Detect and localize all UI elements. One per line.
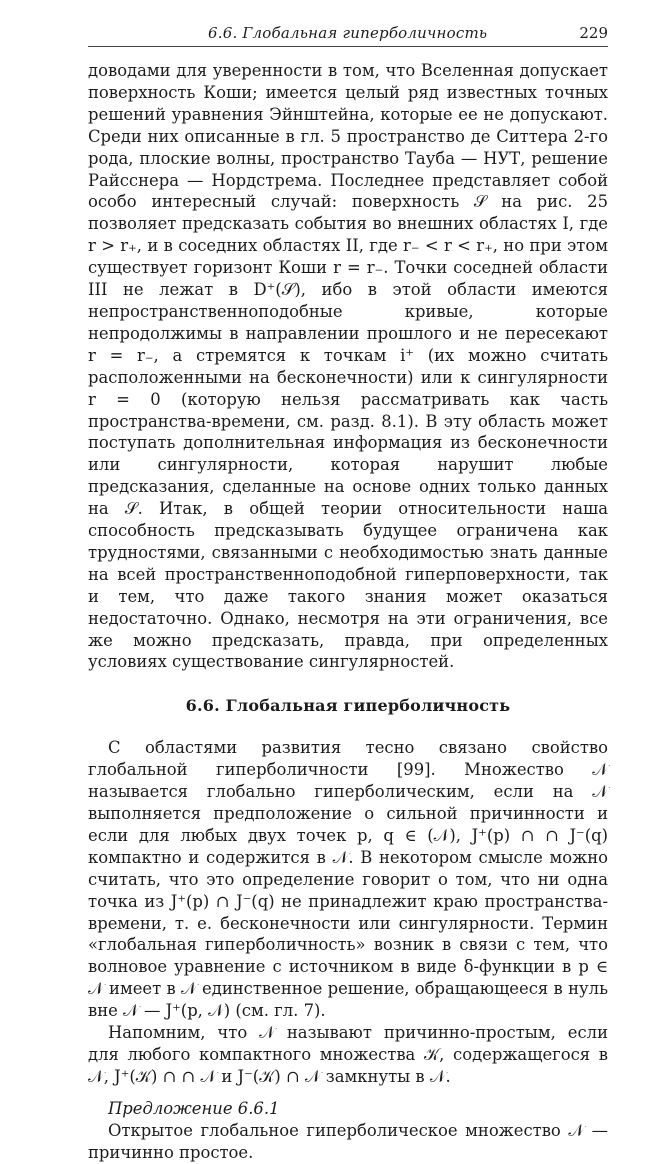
running-title: 6.6. Глобальная гиперболичность bbox=[208, 24, 488, 42]
section-heading: 6.6. Глобальная гиперболичность bbox=[185, 696, 511, 716]
running-header bbox=[88, 22, 608, 47]
paragraph-2: С областями развития тесно связано свойство глобальной гиперболичности [99]. Множество 𝒩 называется глобально гиперболическим, если на 𝒩 выполняется предположение о сильной причинности и если для любых двух точек p, q ∈ (𝒩), J⁺(p) ∩ ∩ J⁻(q) компактно и содержится в 𝒩. В некотором смысле можно считать, что это определение говорит о том, что ни одна точка из J⁺(p) ∩ J⁻(q) не принадлежит краю пространства-времени, т. е. бесконечности или сингулярности. Термин «глобальная гиперболичность» возник в связи с тем, что волновое уравнение с источником в виде δ-функции в p ∈ 𝒩 имеет в 𝒩 единственное решение, обращающееся в нуль вне 𝒩 — J⁺(p, 𝒩) (см. гл. 7). bbox=[88, 738, 608, 1021]
proposition-text: Открытое глобальное гиперболическое множество 𝒩 — причинно простое. bbox=[88, 1120, 608, 1162]
main-text bbox=[88, 60, 608, 1164]
paragraph-1: доводами для уверенности в том, что Вселенная допускает поверхность Коши; имеется целый ряд известных точных решений уравнения Эйнштейна, которые ее не допускают. Среди них описанные в гл. 5 пространство де Ситтера 2-го рода, плоские волны, пространство Тауба — НУТ, решение Райсснера — Нордстрема. Последнее представляет собой особо интересный случай: поверхность 𝒮 на рис. 25 позволяет предсказать события во внешних областях I, где r > r₊, и в соседних областях II, где r₋ < r < r₊, но при этом существует горизонт Коши r = r₋. Точки соседней области III не лежат в D⁺(𝒮), ибо в этой области имеются непространственноподобные кривые, которые непродолжимы в направлении прошлого и не пересекают r = r₋, а стремятся к точкам i⁺ (их можно считать расположенными на бесконечности) или к сингулярности r = 0 (которую нельзя рассматривать как часть пространства-времени, см. разд. 8.1). В эту область может поступать дополнительная информация из бесконечности или сингулярности, которая нарушит любые предсказания, сделанные на основе одних только данных на 𝒮. Итак, в общей теории относительности наша способность предсказывать будущее ограничена как трудностями, связанными с необходимостью знать данные на всей пространственноподобной гиперповерхности, так и тем, что даже такого знания может оказаться недостаточно. Однако, несмотря на эти ограничения, все же можно предсказать, правда, при определенных условиях существование сингулярностей. bbox=[88, 61, 608, 672]
page-number: 229 bbox=[579, 24, 608, 42]
paragraph-3: Напомним, что 𝒩 называют причинно-простым, если для любого компактного множества 𝒦, содержащегося в 𝒩, J⁺(𝒦) ∩ ∩ 𝒩 и J⁻(𝒦) ∩ 𝒩 замкнуты в 𝒩. bbox=[88, 1023, 608, 1086]
proposition-title: Предложение 6.6.1 bbox=[108, 1098, 280, 1118]
